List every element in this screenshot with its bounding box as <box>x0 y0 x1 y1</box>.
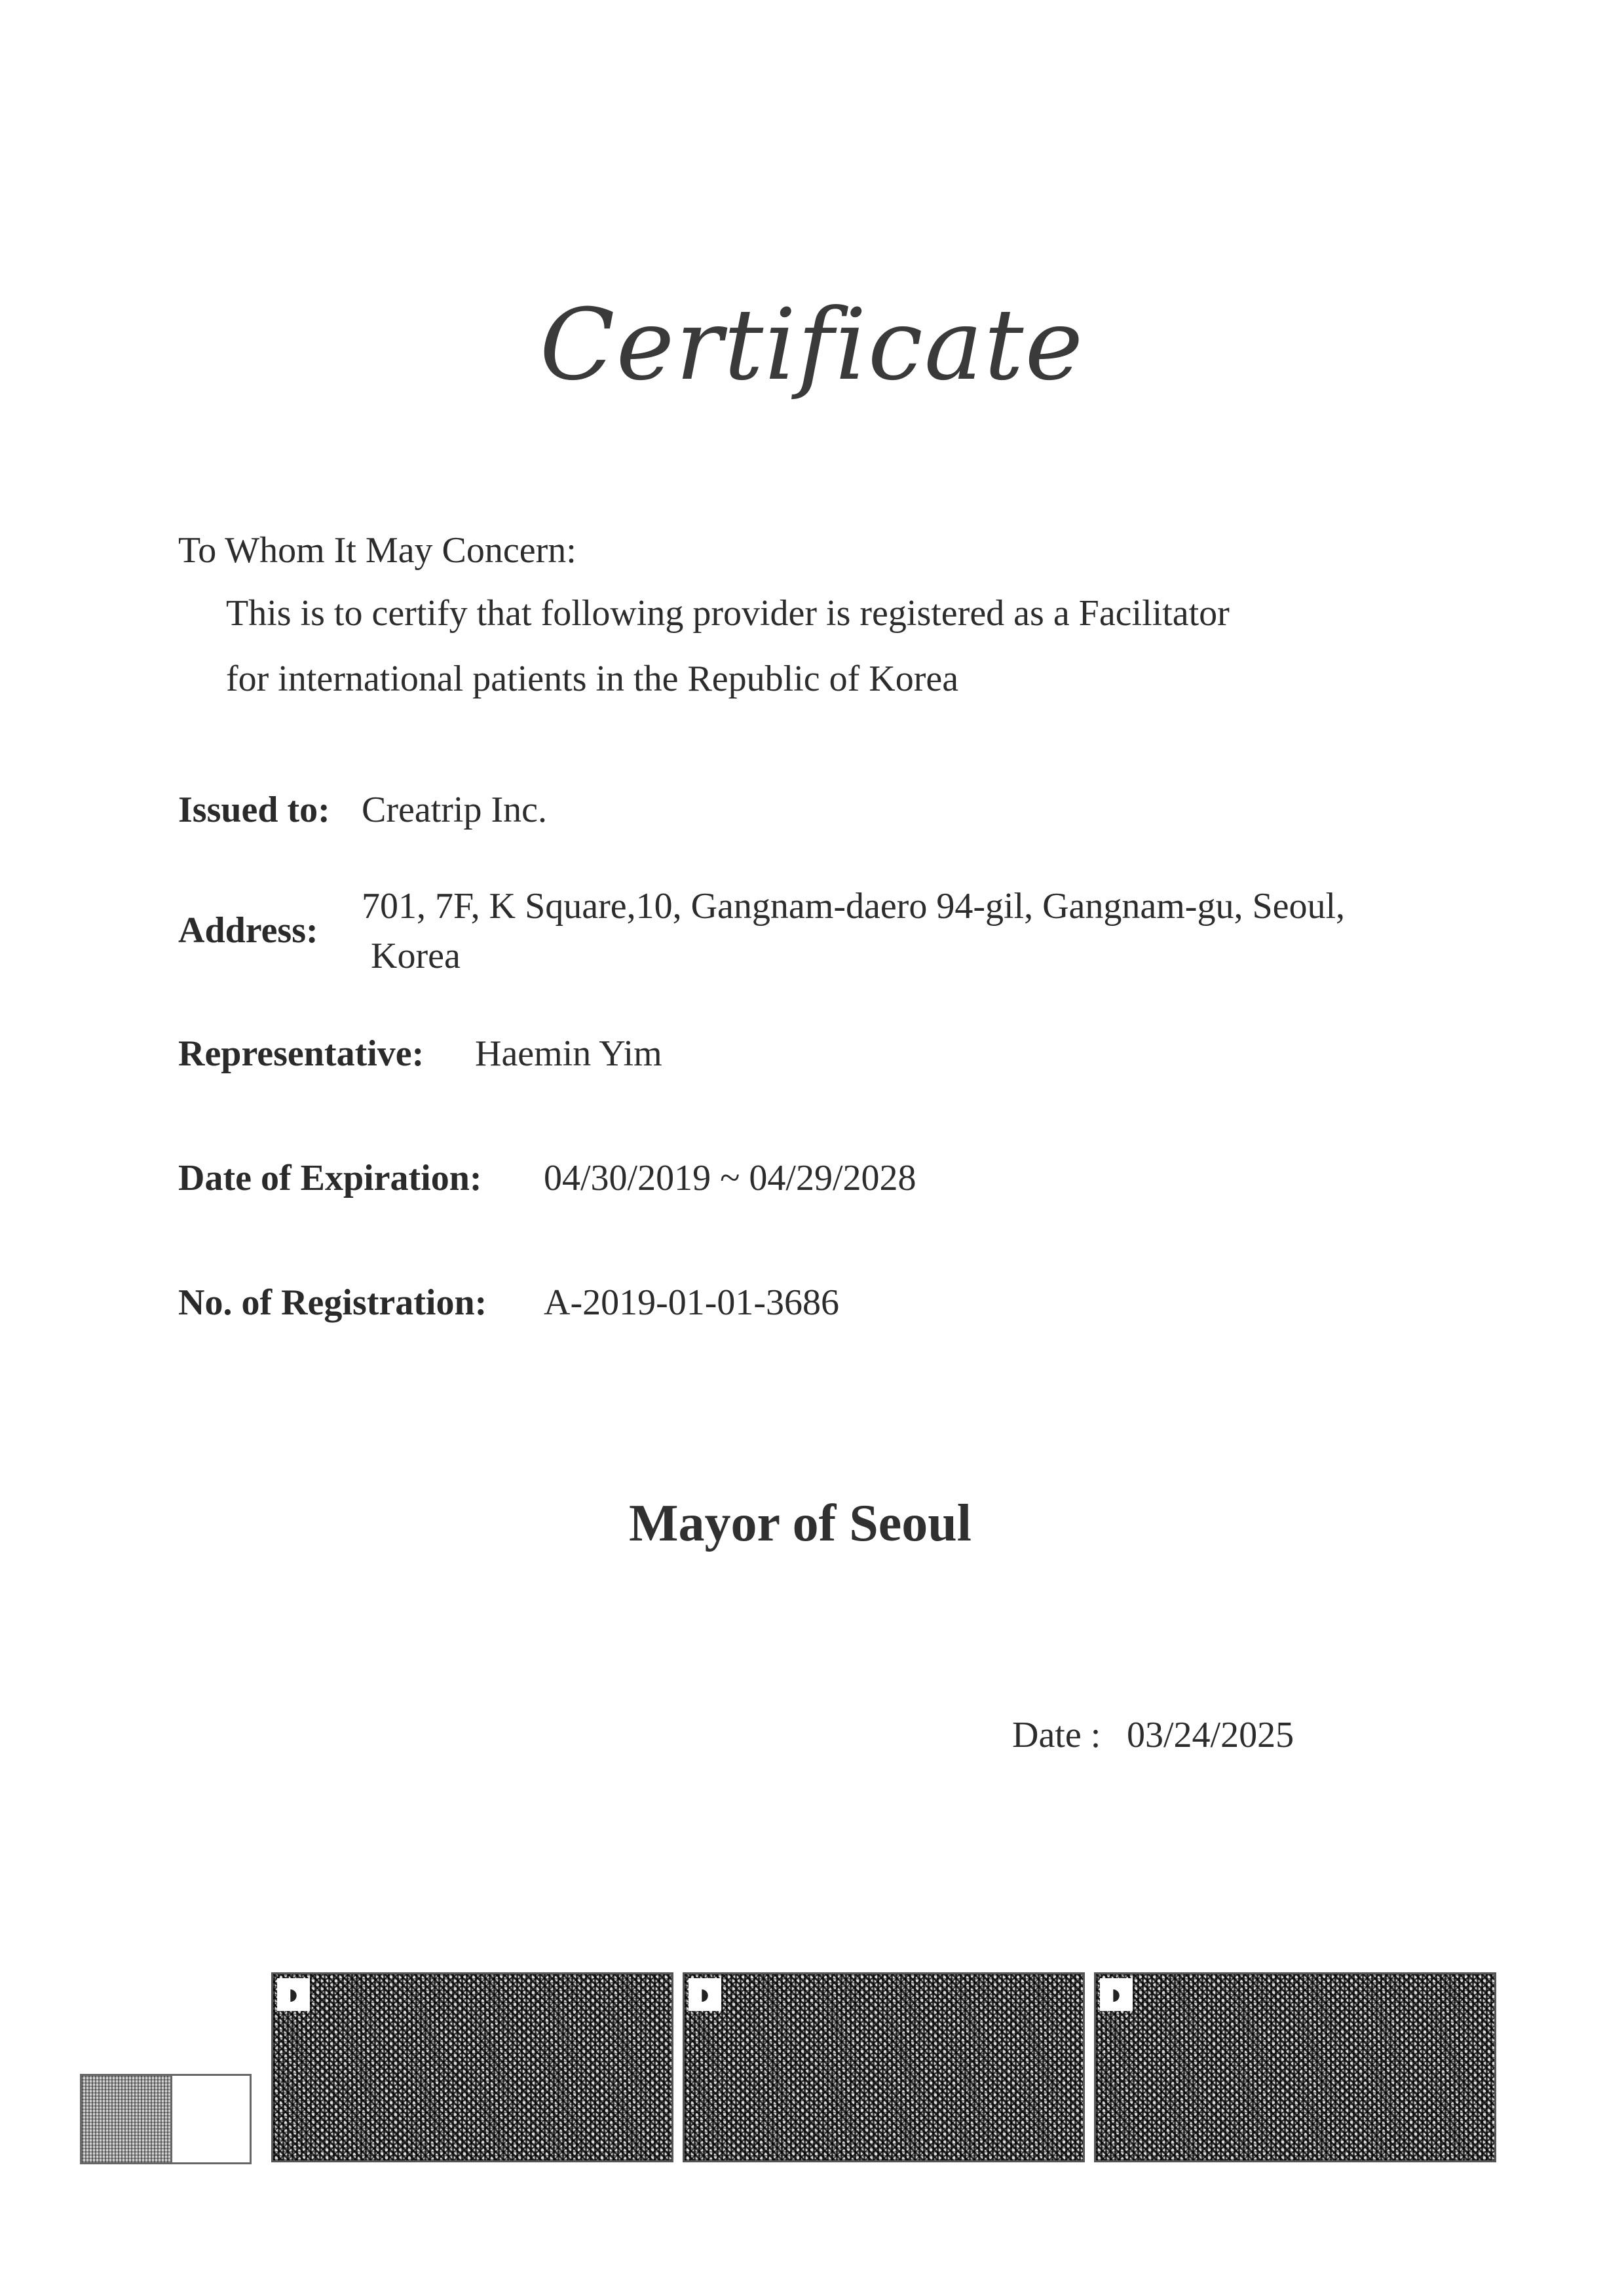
representative-value: Haemin Yim <box>475 1033 662 1074</box>
security-barcode-1 <box>271 1972 673 2162</box>
registration-label: No. of Registration: <box>178 1282 487 1323</box>
stamp-pattern <box>82 2076 172 2162</box>
verification-stamp <box>80 2074 252 2164</box>
security-barcode-3 <box>1094 1972 1496 2162</box>
issued-to-label: Issued to: <box>178 790 330 830</box>
address-value-line-2: Korea <box>371 936 461 976</box>
registration-value: A-2019-01-01-3686 <box>544 1282 840 1323</box>
address-label: Address: <box>178 910 318 951</box>
expiration-label: Date of Expiration: <box>178 1158 482 1198</box>
signal-icon: ◗ <box>277 1978 310 2011</box>
expiration-value: 04/30/2019 ~ 04/29/2028 <box>544 1158 916 1198</box>
salutation: To Whom It May Concern: <box>178 530 576 571</box>
body-line-1: This is to certify that following provider is registered as a Facilitator <box>226 593 1230 634</box>
signal-icon: ◗ <box>689 1978 721 2011</box>
issuer-name: Mayor of Seoul <box>629 1495 972 1552</box>
date-value: 03/24/2025 <box>1127 1715 1294 1755</box>
representative-label: Representative: <box>178 1033 425 1074</box>
body-line-2: for international patients in the Republic of Korea <box>226 659 959 699</box>
address-value-line-1: 701, 7F, K Square,10, Gangnam-daero 94-gil, Gangnam-gu, Seoul, <box>362 886 1346 927</box>
security-barcode-2 <box>683 1972 1085 2162</box>
signal-icon: ◗ <box>1100 1978 1133 2011</box>
certificate-title: Certificate <box>539 288 1085 402</box>
date-label: Date : <box>1012 1715 1101 1755</box>
issued-to-value: Creatrip Inc. <box>362 790 547 830</box>
